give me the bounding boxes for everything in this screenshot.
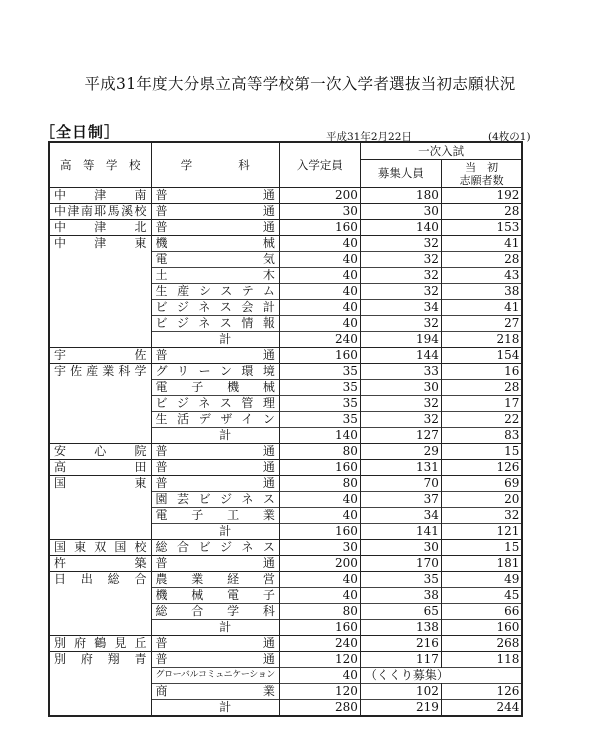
cell-capacity: 160 bbox=[279, 348, 360, 364]
cell-applicants: 28 bbox=[441, 204, 522, 220]
table-row bbox=[49, 588, 522, 604]
cell-capacity: 35 bbox=[279, 396, 360, 412]
cell-capacity: 40 bbox=[279, 668, 360, 684]
header-applicants-line2: 志願者数 bbox=[459, 173, 504, 187]
cell-school: 中津南耶馬溪校 bbox=[49, 204, 151, 220]
cell-recruit: 37 bbox=[360, 492, 441, 508]
cell-school bbox=[49, 332, 151, 348]
cell-applicants: 49 bbox=[441, 572, 522, 588]
cell-department: 計 bbox=[151, 428, 279, 444]
table-row bbox=[49, 348, 522, 364]
cell-joint-recruitment: （くくり募集） bbox=[360, 668, 522, 684]
cell-applicants: 153 bbox=[441, 220, 522, 236]
cell-department: ビジネス情報 bbox=[151, 316, 279, 332]
cell-school: 日 出 総 合 bbox=[49, 572, 151, 588]
table-row bbox=[49, 668, 522, 684]
table-row bbox=[49, 188, 522, 204]
section-label: ［全日制］ bbox=[40, 123, 121, 141]
cell-applicants: 244 bbox=[441, 700, 522, 717]
table-row bbox=[49, 700, 522, 717]
table-row bbox=[49, 316, 522, 332]
table-row bbox=[49, 412, 522, 428]
cell-capacity: 160 bbox=[279, 220, 360, 236]
table-row bbox=[49, 508, 522, 524]
cell-school bbox=[49, 428, 151, 444]
cell-school: 杵 築 bbox=[49, 556, 151, 572]
cell-applicants: 43 bbox=[441, 268, 522, 284]
cell-department: 総 合 学 科 bbox=[151, 604, 279, 620]
table-row bbox=[49, 460, 522, 476]
cell-recruit: 30 bbox=[360, 540, 441, 556]
cell-department: 電 子 機 械 bbox=[151, 380, 279, 396]
cell-capacity: 120 bbox=[279, 652, 360, 668]
table-row bbox=[49, 476, 522, 492]
cell-capacity: 40 bbox=[279, 300, 360, 316]
cell-recruit: 32 bbox=[360, 396, 441, 412]
cell-capacity: 40 bbox=[279, 588, 360, 604]
cell-capacity: 40 bbox=[279, 508, 360, 524]
cell-school: 別府鶴見丘 bbox=[49, 636, 151, 652]
cell-school bbox=[49, 300, 151, 316]
cell-capacity: 40 bbox=[279, 572, 360, 588]
cell-capacity: 80 bbox=[279, 476, 360, 492]
cell-department: 普 通 bbox=[151, 476, 279, 492]
cell-recruit: 141 bbox=[360, 524, 441, 540]
cell-recruit: 194 bbox=[360, 332, 441, 348]
cell-school: 別 府 翔 青 bbox=[49, 652, 151, 668]
cell-department: 普 通 bbox=[151, 444, 279, 460]
cell-capacity: 160 bbox=[279, 460, 360, 476]
cell-department: 普 通 bbox=[151, 220, 279, 236]
table-row bbox=[49, 220, 522, 236]
cell-department: 生活デザイン bbox=[151, 412, 279, 428]
cell-school: 中 津 北 bbox=[49, 220, 151, 236]
cell-applicants: 69 bbox=[441, 476, 522, 492]
cell-applicants: 41 bbox=[441, 236, 522, 252]
cell-capacity: 35 bbox=[279, 412, 360, 428]
cell-school bbox=[49, 684, 151, 700]
cell-recruit: 127 bbox=[360, 428, 441, 444]
cell-department: 普 通 bbox=[151, 348, 279, 364]
cell-applicants: 181 bbox=[441, 556, 522, 572]
cell-recruit: 170 bbox=[360, 556, 441, 572]
cell-department: 電 気 bbox=[151, 252, 279, 268]
cell-department: 総合ビジネス bbox=[151, 540, 279, 556]
cell-recruit: 30 bbox=[360, 380, 441, 396]
cell-recruit: 102 bbox=[360, 684, 441, 700]
table-row bbox=[49, 540, 522, 556]
page-info: (4枚の1) bbox=[488, 131, 531, 143]
cell-department: 普 通 bbox=[151, 556, 279, 572]
cell-recruit: 32 bbox=[360, 236, 441, 252]
cell-department: 計 bbox=[151, 700, 279, 717]
cell-school bbox=[49, 316, 151, 332]
document-title: 平成31年度大分県立高等学校第一次入学者選抜当初志願状況 bbox=[84, 75, 516, 93]
cell-recruit: 32 bbox=[360, 284, 441, 300]
cell-department: 商 業 bbox=[151, 684, 279, 700]
cell-recruit: 32 bbox=[360, 252, 441, 268]
cell-department: 普 通 bbox=[151, 460, 279, 476]
cell-school: 宇 佐 bbox=[49, 348, 151, 364]
cell-capacity: 40 bbox=[279, 268, 360, 284]
cell-capacity: 200 bbox=[279, 556, 360, 572]
cell-school bbox=[49, 396, 151, 412]
table-row bbox=[49, 604, 522, 620]
cell-department: 農 業 経 営 bbox=[151, 572, 279, 588]
cell-applicants: 121 bbox=[441, 524, 522, 540]
cell-applicants: 32 bbox=[441, 508, 522, 524]
table-row bbox=[49, 428, 522, 444]
cell-department: 普 通 bbox=[151, 204, 279, 220]
cell-school bbox=[49, 284, 151, 300]
cell-capacity: 40 bbox=[279, 492, 360, 508]
cell-school bbox=[49, 588, 151, 604]
table-row bbox=[49, 332, 522, 348]
cell-recruit: 38 bbox=[360, 588, 441, 604]
table-row bbox=[49, 380, 522, 396]
report-date: 平成31年2月22日 bbox=[326, 131, 412, 143]
cell-recruit: 138 bbox=[360, 620, 441, 636]
cell-school bbox=[49, 252, 151, 268]
cell-recruit: 32 bbox=[360, 316, 441, 332]
cell-applicants: 218 bbox=[441, 332, 522, 348]
cell-applicants: 15 bbox=[441, 540, 522, 556]
table-row bbox=[49, 364, 522, 380]
header-school: 高 等 学 校 bbox=[49, 142, 151, 188]
cell-capacity: 35 bbox=[279, 380, 360, 396]
table-row bbox=[49, 300, 522, 316]
cell-capacity: 40 bbox=[279, 284, 360, 300]
table-body bbox=[49, 188, 522, 717]
cell-school bbox=[49, 668, 151, 684]
cell-applicants: 45 bbox=[441, 588, 522, 604]
cell-department: 生産システム bbox=[151, 284, 279, 300]
cell-recruit: 219 bbox=[360, 700, 441, 717]
cell-recruit: 180 bbox=[360, 188, 441, 204]
cell-applicants: 66 bbox=[441, 604, 522, 620]
cell-department: 電 子 工 業 bbox=[151, 508, 279, 524]
cell-capacity: 80 bbox=[279, 444, 360, 460]
cell-school: 中 津 東 bbox=[49, 236, 151, 252]
cell-department: 計 bbox=[151, 620, 279, 636]
cell-applicants: 22 bbox=[441, 412, 522, 428]
cell-capacity: 40 bbox=[279, 316, 360, 332]
cell-applicants: 16 bbox=[441, 364, 522, 380]
cell-department: ビジネス管理 bbox=[151, 396, 279, 412]
table-row bbox=[49, 652, 522, 668]
cell-recruit: 140 bbox=[360, 220, 441, 236]
cell-recruit: 117 bbox=[360, 652, 441, 668]
cell-department: 普 通 bbox=[151, 652, 279, 668]
cell-applicants: 17 bbox=[441, 396, 522, 412]
cell-school bbox=[49, 412, 151, 428]
cell-recruit: 34 bbox=[360, 300, 441, 316]
cell-applicants: 192 bbox=[441, 188, 522, 204]
cell-recruit: 32 bbox=[360, 268, 441, 284]
cell-school: 高 田 bbox=[49, 460, 151, 476]
cell-applicants: 160 bbox=[441, 620, 522, 636]
cell-capacity: 35 bbox=[279, 364, 360, 380]
cell-applicants: 20 bbox=[441, 492, 522, 508]
table-row bbox=[49, 268, 522, 284]
header-applicants bbox=[441, 160, 522, 188]
table-row bbox=[49, 252, 522, 268]
cell-school bbox=[49, 620, 151, 636]
cell-recruit: 35 bbox=[360, 572, 441, 588]
cell-applicants: 27 bbox=[441, 316, 522, 332]
table-row bbox=[49, 204, 522, 220]
cell-recruit: 131 bbox=[360, 460, 441, 476]
cell-department: 機 械 電 子 bbox=[151, 588, 279, 604]
cell-school: 国 東 bbox=[49, 476, 151, 492]
cell-applicants: 38 bbox=[441, 284, 522, 300]
cell-school: 国東双国校 bbox=[49, 540, 151, 556]
cell-school bbox=[49, 524, 151, 540]
cell-capacity: 240 bbox=[279, 636, 360, 652]
table-row bbox=[49, 620, 522, 636]
table-row bbox=[49, 444, 522, 460]
table-row bbox=[49, 284, 522, 300]
cell-recruit: 32 bbox=[360, 412, 441, 428]
cell-recruit: 216 bbox=[360, 636, 441, 652]
cell-capacity: 280 bbox=[279, 700, 360, 717]
table-row bbox=[49, 556, 522, 572]
cell-capacity: 120 bbox=[279, 684, 360, 700]
table-row bbox=[49, 684, 522, 700]
cell-capacity: 240 bbox=[279, 332, 360, 348]
cell-applicants: 28 bbox=[441, 380, 522, 396]
cell-capacity: 140 bbox=[279, 428, 360, 444]
cell-applicants: 15 bbox=[441, 444, 522, 460]
cell-applicants: 118 bbox=[441, 652, 522, 668]
header-capacity: 入学定員 bbox=[279, 142, 360, 188]
cell-applicants: 126 bbox=[441, 684, 522, 700]
cell-capacity: 160 bbox=[279, 620, 360, 636]
cell-school bbox=[49, 700, 151, 717]
cell-department: 計 bbox=[151, 332, 279, 348]
cell-capacity: 80 bbox=[279, 604, 360, 620]
cell-department: グリーン環境 bbox=[151, 364, 279, 380]
cell-school: 安 心 院 bbox=[49, 444, 151, 460]
cell-department: 園芸ビジネス bbox=[151, 492, 279, 508]
cell-recruit: 29 bbox=[360, 444, 441, 460]
cell-department: グローバルコミュニケーション bbox=[151, 668, 279, 684]
cell-recruit: 34 bbox=[360, 508, 441, 524]
cell-school bbox=[49, 380, 151, 396]
header-department: 学 科 bbox=[151, 142, 279, 188]
cell-school bbox=[49, 604, 151, 620]
header-first-selection: 一次入試 bbox=[360, 142, 522, 160]
cell-recruit: 144 bbox=[360, 348, 441, 364]
cell-recruit: 70 bbox=[360, 476, 441, 492]
cell-applicants: 268 bbox=[441, 636, 522, 652]
cell-school bbox=[49, 268, 151, 284]
cell-department: 普 通 bbox=[151, 188, 279, 204]
cell-capacity: 40 bbox=[279, 252, 360, 268]
cell-capacity: 160 bbox=[279, 524, 360, 540]
cell-department: ビジネス会計 bbox=[151, 300, 279, 316]
cell-applicants: 126 bbox=[441, 460, 522, 476]
cell-department: 計 bbox=[151, 524, 279, 540]
cell-applicants: 28 bbox=[441, 252, 522, 268]
cell-applicants: 83 bbox=[441, 428, 522, 444]
cell-capacity: 200 bbox=[279, 188, 360, 204]
table-row bbox=[49, 636, 522, 652]
cell-capacity: 40 bbox=[279, 236, 360, 252]
cell-capacity: 30 bbox=[279, 540, 360, 556]
cell-capacity: 30 bbox=[279, 204, 360, 220]
header-applicants-line1: 当 初 bbox=[465, 160, 499, 174]
cell-recruit: 65 bbox=[360, 604, 441, 620]
table-row bbox=[49, 492, 522, 508]
table-row bbox=[49, 396, 522, 412]
cell-recruit: 30 bbox=[360, 204, 441, 220]
table-row bbox=[49, 572, 522, 588]
cell-school bbox=[49, 508, 151, 524]
cell-school: 中 津 南 bbox=[49, 188, 151, 204]
applications-table bbox=[48, 141, 523, 717]
cell-department: 機 械 bbox=[151, 236, 279, 252]
table-row bbox=[49, 236, 522, 252]
cell-school: 宇佐産業科学 bbox=[49, 364, 151, 380]
cell-department: 普 通 bbox=[151, 636, 279, 652]
table-row bbox=[49, 524, 522, 540]
header-recruit: 募集人員 bbox=[360, 160, 441, 188]
cell-recruit: 33 bbox=[360, 364, 441, 380]
cell-applicants: 41 bbox=[441, 300, 522, 316]
cell-applicants: 154 bbox=[441, 348, 522, 364]
cell-department: 土 木 bbox=[151, 268, 279, 284]
cell-school bbox=[49, 492, 151, 508]
